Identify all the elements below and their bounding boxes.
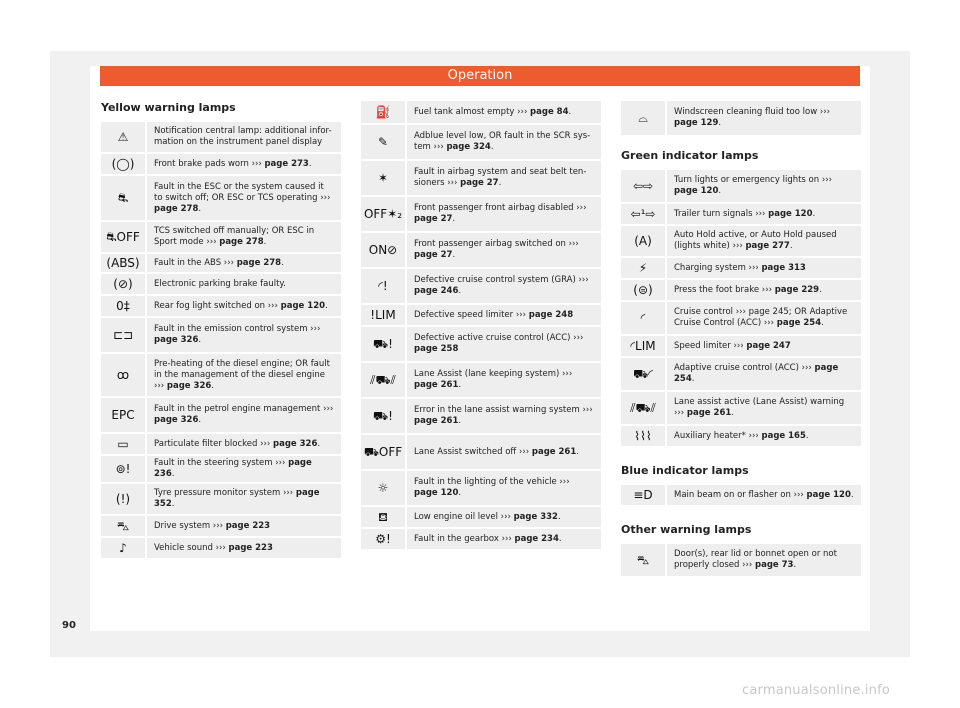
lamp-row: [101, 354, 341, 396]
oil-level-icon: ⛾: [378, 509, 388, 524]
lamps-table: [361, 99, 601, 551]
lamps-table: [621, 483, 861, 507]
lamp-row: [101, 456, 341, 482]
adblue-icon: ✎: [377, 134, 389, 149]
page-reference: page 278: [154, 203, 199, 214]
lamp-description: Tyre pressure monitor system ›››: [154, 488, 294, 498]
page-reference: page 254: [674, 363, 839, 384]
abs-icon: (ABS): [106, 255, 140, 270]
punctuation: .: [458, 380, 462, 390]
lane-assist-icon: ⫽⛟⫽: [370, 372, 396, 387]
lamp-description: Vehicle sound ›››: [154, 542, 226, 553]
lamps-table: [101, 120, 341, 560]
lamp-row: [361, 399, 601, 433]
punctuation: .: [211, 380, 214, 391]
lamps-table: [621, 168, 861, 448]
indicator-lamps-section: [621, 101, 861, 578]
lamp-description: Lane Assist switched off ›››: [414, 446, 530, 457]
page-reference: page 84: [530, 106, 569, 117]
punctuation: .: [458, 416, 462, 426]
lamp-description: Fault in the ESC or the system caused it to switch off; OR ESC or TCS operating ›››: [154, 181, 331, 203]
page-reference: page 326: [154, 335, 199, 345]
lamp-row: [361, 529, 601, 549]
lamp-description: Pre-heating of the diesel engine; OR fault in the management of the diesel engine ›››: [154, 358, 330, 391]
page-reference: page 120: [674, 186, 719, 196]
lamp-row: [101, 484, 341, 514]
acc-icon: ⛟◜: [633, 366, 653, 381]
punctuation: .: [325, 300, 328, 311]
page-reference: page 261: [531, 446, 577, 457]
drive-system-icon: ⛍: [116, 518, 130, 533]
lamp-row: [361, 101, 601, 123]
lamp-row: [361, 305, 601, 325]
section-heading: Blue indicator lamps: [621, 464, 749, 477]
page-reference: page 234: [514, 533, 559, 544]
page-reference: page 313: [761, 262, 806, 273]
punctuation: .: [691, 374, 695, 384]
page-reference: page 261: [414, 416, 459, 426]
punctuation: .: [850, 489, 854, 500]
foot-brake-icon: (⊜): [633, 282, 653, 297]
lane-assist-error-icon: ⛟!: [373, 408, 393, 423]
warning-triangle-icon: ⚠: [117, 129, 129, 144]
lamp-row: [361, 507, 601, 527]
epc-icon: EPC: [111, 407, 135, 422]
lamp-row: [621, 544, 861, 576]
punctuation: .: [558, 533, 562, 544]
lamp-row: [621, 358, 861, 390]
turn-signals-icon: ⇦⇨: [632, 178, 654, 193]
lamp-row: [101, 296, 341, 316]
airbag-off-icon: OFF✶₂: [363, 206, 403, 221]
lamp-description: Speed limiter ›››: [674, 340, 744, 351]
lamp-description: Trailer turn signals ›››: [674, 208, 766, 219]
lamp-row: [101, 318, 341, 352]
page-reference: page 246: [414, 286, 459, 296]
lamp-row: [621, 280, 861, 300]
page-reference: page 120: [768, 208, 813, 219]
lamp-row: [361, 327, 601, 361]
lamp-row: [621, 392, 861, 424]
punctuation: .: [452, 250, 456, 260]
lamp-description: Electronic parking brake faulty.: [154, 278, 286, 289]
page-reference: page 273: [264, 158, 309, 169]
fuel-tank-icon: ⛽: [375, 104, 391, 119]
trailer-signals-icon: ⇦¹⇨: [630, 206, 656, 221]
vehicle-sound-icon: ♪: [119, 540, 127, 555]
cruise-fault-icon: ◜!: [378, 278, 388, 293]
washer-fluid-icon: ⌓: [638, 110, 648, 125]
tcs-off-icon: ⛐OFF: [106, 229, 140, 244]
lamp-row: [621, 204, 861, 224]
main-beam-icon: ≡D: [633, 487, 653, 502]
lamp-description: Rear fog light switched on ›››: [154, 300, 278, 311]
lamp-row: [361, 269, 601, 303]
page-reference: page 261: [414, 380, 459, 390]
page-reference: page 278: [236, 257, 282, 268]
lamp-description: Front passenger front airbag disabled ›››: [414, 203, 587, 213]
lamp-description: Fault in the gearbox ›››: [414, 533, 512, 544]
lamp-description: Particulate filter blocked ›››: [154, 438, 271, 449]
charging-system-icon: ⚡: [638, 260, 648, 275]
lamp-row: [361, 471, 601, 505]
punctuation: .: [263, 237, 267, 247]
lamp-row: [361, 435, 601, 469]
lamp-description: Low engine oil level ›››: [414, 511, 511, 522]
lamp-row: [361, 363, 601, 397]
punctuation: .: [568, 106, 572, 117]
lamps-table: [621, 542, 861, 578]
punctuation: .: [490, 142, 494, 152]
lamp-row: [101, 516, 341, 536]
lamp-row: [101, 176, 341, 220]
punctuation: .: [198, 335, 202, 345]
page-reference: page 229: [774, 284, 820, 295]
lamp-description: Fault in the petrol engine management ›››: [154, 404, 334, 414]
lamp-description: Auto Hold active, or Auto Hold paused (lights white) ›››: [674, 230, 837, 251]
page-reference: page 165: [761, 430, 806, 441]
page-reference: page 261: [686, 408, 732, 418]
glow-plug-icon: ꝏ: [116, 367, 130, 382]
lamp-row: [361, 233, 601, 267]
punctuation: .: [498, 178, 502, 188]
page-reference: page 120: [806, 489, 851, 500]
lamp-description: Charging system ›››: [674, 262, 759, 273]
lamp-row: [621, 226, 861, 256]
page-reference: page 73: [755, 560, 794, 570]
page-reference: page 223: [225, 520, 271, 531]
punctuation: .: [171, 469, 175, 479]
page-reference: page 27: [414, 214, 453, 224]
punctuation: .: [821, 318, 824, 328]
punctuation: .: [171, 499, 175, 509]
page-reference: page 278: [219, 237, 264, 247]
page-reference: page 332: [513, 511, 558, 522]
page-reference: page 324: [446, 142, 491, 152]
lamp-description: TCS switched off manually; OR ESC in Sport mode ›››: [154, 226, 315, 247]
lamp-description: Fault in the steering system ›››: [154, 458, 286, 468]
punctuation: .: [198, 415, 202, 425]
lamp-row: [361, 197, 601, 231]
punctuation: .: [718, 118, 722, 128]
lamp-description: Main beam on or flasher on ›››: [674, 489, 804, 500]
lamp-description: Fault in airbag system and seat belt ten-sioners ›››: [414, 167, 587, 188]
lamp-row: [101, 274, 341, 294]
page-title: Operation: [100, 66, 860, 86]
lamp-row: [101, 222, 341, 252]
punctuation: .: [812, 208, 816, 219]
tyre-pressure-icon: (!): [115, 491, 131, 506]
lamp-description: Lane assist active (Lane Assist) warning ›››: [674, 397, 845, 418]
lamp-description: Fault in the lighting of the vehicle ›››: [414, 477, 570, 487]
lamp-row: [621, 258, 861, 278]
lighting-fault-icon: ☼: [377, 480, 389, 495]
punctuation: .: [576, 446, 579, 457]
esc-skid-icon: ⛐: [117, 190, 129, 205]
page-reference: page 247: [746, 340, 791, 351]
page-reference: page 277: [745, 241, 790, 251]
lamp-description: Error in the lane assist warning system ›››: [414, 405, 593, 415]
brake-pads-icon: (◯): [111, 156, 135, 171]
page-reference: page 326: [166, 380, 212, 391]
page-reference: page 254: [776, 318, 822, 328]
lamp-row: [621, 302, 861, 334]
lamp-description: Turn lights or emergency lights on ›››: [674, 175, 833, 185]
particulate-filter-icon: ▭: [117, 436, 129, 451]
punctuation: .: [458, 488, 462, 498]
page-reference: page 120: [414, 488, 459, 498]
speed-limiter-fault-icon: !LIM: [370, 307, 396, 322]
section-heading: Yellow warning lamps: [101, 101, 236, 114]
page-reference: page 248: [528, 309, 574, 320]
lamp-row: [621, 101, 861, 135]
page-reference: page 223: [228, 542, 273, 553]
lamp-row: [361, 161, 601, 195]
speed-limiter-icon: ◜LIM: [630, 338, 656, 353]
page-reference: page 258: [414, 344, 459, 354]
lamp-description: Press the foot brake ›››: [674, 284, 772, 295]
lane-assist-off-icon: ⛟OFF: [363, 444, 403, 459]
punctuation: .: [452, 214, 456, 224]
page-reference: page 27: [414, 250, 453, 260]
warning-lamps-continued-section: [361, 101, 601, 551]
punctuation: .: [731, 408, 734, 418]
lane-assist-active-icon: ⫽⛟⫽: [630, 400, 656, 415]
page-reference: page 326: [273, 438, 318, 449]
page-reference: page 352: [154, 488, 320, 509]
lamp-description: Fault in the ABS ›››: [154, 257, 234, 268]
lamp-row: [621, 426, 861, 446]
lamp-description: Drive system ›››: [154, 520, 223, 531]
auto-hold-icon: (A): [634, 233, 652, 248]
section-heading: Green indicator lamps: [621, 149, 759, 162]
steering-icon: ⊚!: [115, 461, 131, 476]
punctuation: .: [819, 284, 822, 295]
lamps-table: [621, 99, 861, 137]
lamp-row: [361, 125, 601, 159]
lamp-row: [621, 336, 861, 356]
page-number: 90: [62, 620, 76, 631]
punctuation: .: [793, 560, 797, 570]
lamp-description: Lane Assist (lane keeping system) ›››: [414, 369, 573, 379]
parking-brake-icon: (⊘): [113, 276, 133, 291]
punctuation: .: [805, 430, 809, 441]
yellow-warning-lamps-section: [101, 101, 341, 560]
acc-fault-icon: ⛟!: [373, 336, 393, 351]
airbag-icon: ✶: [377, 170, 389, 185]
lamp-description: Defective speed limiter ›››: [414, 309, 527, 320]
page-reference: page 27: [460, 178, 499, 188]
punctuation: .: [718, 186, 722, 196]
watermark-text: carmanualsonline.info: [742, 683, 891, 698]
punctuation: .: [557, 511, 561, 522]
door-open-icon: ⛍: [636, 552, 650, 567]
page-reference: page 236: [154, 458, 312, 479]
section-heading: Other warning lamps: [621, 523, 752, 536]
lamp-row: [101, 434, 341, 454]
lamp-description: Fuel tank almost empty ›››: [414, 106, 528, 117]
lamp-description: Windscreen cleaning fluid too low ›››: [674, 107, 831, 117]
lamp-description: Door(s), rear lid or bonnet open or not properly closed ›››: [674, 549, 837, 570]
lamp-row: [101, 154, 341, 174]
page-reference: page 120: [280, 300, 326, 311]
lamp-description: Front brake pads worn ›››: [154, 158, 262, 169]
punctuation: .: [458, 286, 462, 296]
lamp-description: Defective cruise control system (GRA) ›››: [414, 275, 589, 285]
lamp-description: Auxiliary heater* ›››: [674, 430, 759, 441]
lamp-description: Adaptive cruise control (ACC) ›››: [674, 363, 812, 373]
engine-icon: ⊏⊐: [112, 327, 134, 342]
lamp-description: Fault in the emission control system ›››: [154, 324, 321, 334]
lamp-description: Defective active cruise control (ACC) ›››: [414, 333, 584, 343]
lamp-description: Adblue level low, OR fault in the SCR sys-tem ›››: [414, 131, 591, 152]
cruise-control-icon: ◜: [640, 310, 646, 325]
punctuation: .: [789, 241, 793, 251]
lamp-row: [621, 485, 861, 505]
auxiliary-heater-icon: ⌇⌇⌇: [634, 428, 652, 443]
lamp-row: [101, 122, 341, 152]
punctuation: .: [317, 438, 321, 449]
gearbox-icon: ⚙!: [375, 531, 391, 546]
lamp-row: [101, 398, 341, 432]
punctuation: .: [308, 158, 312, 169]
punctuation: .: [281, 257, 284, 268]
lamp-description: Notification central lamp: additional infor-mation on the instrument panel display: [154, 126, 332, 147]
lamp-row: [621, 170, 861, 202]
punctuation: .: [198, 203, 202, 214]
page-reference: page 129: [674, 118, 719, 128]
lamp-row: [101, 254, 341, 272]
lamp-description: Cruise control ››› page 245; OR Adaptive Cruise Control (ACC) ›››: [674, 307, 848, 328]
lamp-description: Front passenger airbag switched on ›››: [414, 239, 579, 249]
page-reference: page 326: [154, 415, 199, 425]
lamp-row: [101, 538, 341, 558]
airbag-on-icon: ON⊘: [368, 242, 398, 257]
rear-fog-light-icon: 0‡: [116, 298, 130, 313]
